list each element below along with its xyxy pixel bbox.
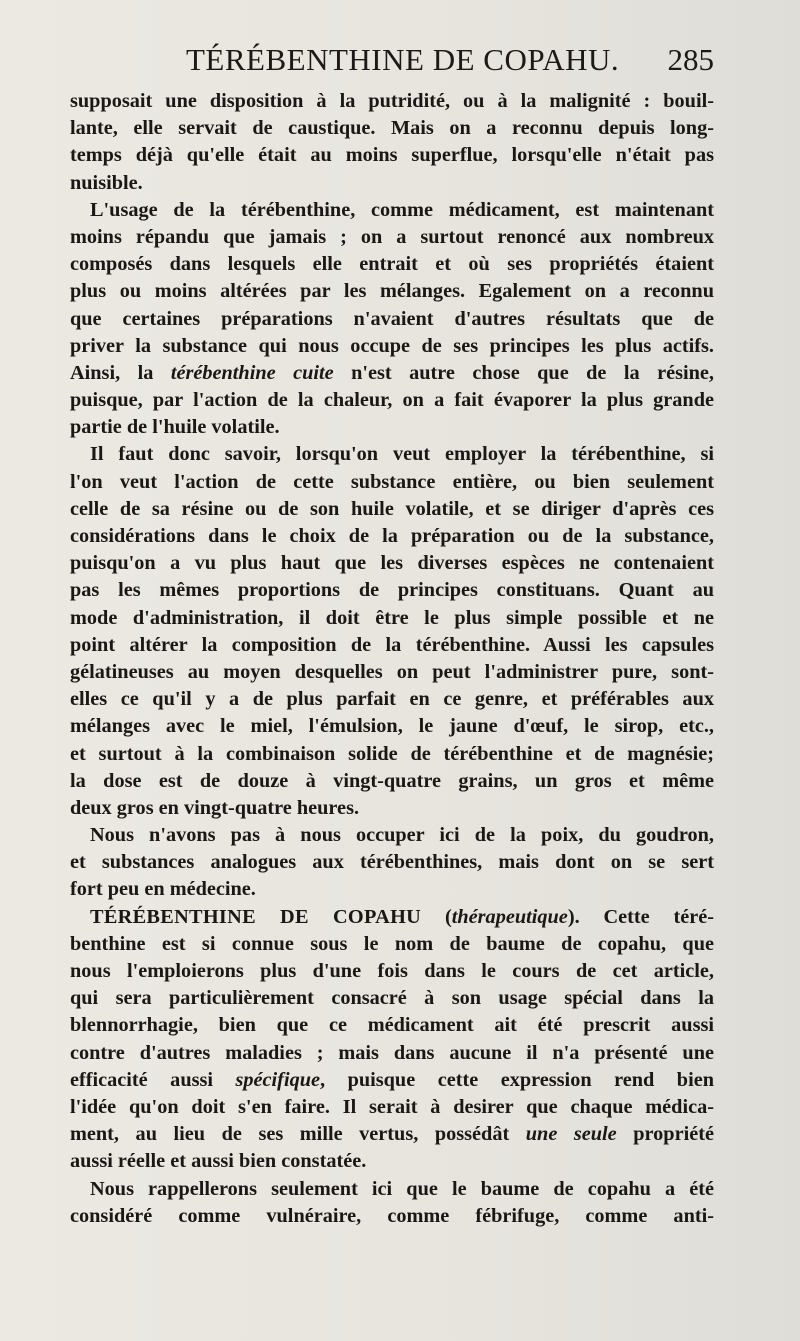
line-text: la dose est de douze à vingt-quatre grains, un gros et même [70,769,714,792]
text-line [70,659,714,686]
text-line [70,224,714,251]
text-line [70,170,714,197]
text-line [70,1176,714,1203]
line-text: priver la substance qui nous occupe de ses principes les plus actifs. [70,334,714,357]
text-line [70,387,714,414]
line-text: deux gros en vingt-quatre heures. [70,796,360,819]
text-line [70,414,714,441]
line-text: considérations dans le choix de la préparation ou de la substance, [70,525,714,547]
line-text: point altérer la composition de la térébenthine. Aussi les capsules [70,633,714,656]
text-line [70,1148,714,1175]
page-number: 285 [667,42,714,77]
text-line [70,931,714,958]
line-text: ). Cette téré- [567,905,714,928]
line-text: pas les mêmes proportions de principes constituans. Quant au [70,579,714,602]
text-line [70,577,714,604]
text-line [70,632,714,659]
line-text: plus ou moins altérées par les mélanges. Egalement on a reconnu [70,280,714,303]
italic-term: térébenthine cuite [170,361,334,384]
text-line [70,1067,714,1094]
line-text: supposait une disposition à la putridité, ou à la malignité : bouil- [70,90,714,112]
line-text: gélatineuses au moyen desquelles on peut l'administrer pure, sont- [70,660,714,683]
text-line [70,1121,714,1148]
line-text: que certaines préparations n'avaient d'autres résultats que de [70,307,714,330]
line-text: aussi réelle et aussi bien constatée. [70,1150,367,1173]
text-line [70,523,714,550]
text-line [70,251,714,278]
text-line [70,876,714,903]
line-text: Ainsi, la [70,361,171,384]
line-text: contre d'autres maladies ; mais dans aucune il n'a présenté une [70,1041,714,1064]
text-line [70,550,714,577]
line-text: Nous n'avons pas à nous occuper ici de la poix, du goudron, [90,824,714,847]
line-text: partie de l'huile volatile. [70,416,280,439]
text-line [70,741,714,768]
line-text: mélanges avec le miel, l'émulsion, le jaune d'œuf, le sirop, etc., [70,715,714,738]
text-line [70,360,714,387]
text-line [70,496,714,523]
line-text: composés dans lesquels elle entrait et où ses propriétés étaient [70,253,714,276]
text-line [70,849,714,876]
line-text: , puisque cette expression rend bien [320,1068,714,1091]
text-line [70,88,714,115]
line-text: puisque, par l'action de la chaleur, on a fait évaporer la plus grande [70,389,714,412]
text-line [70,333,714,360]
text-line [70,768,714,795]
line-text: et surtout à la combinaison solide de térébenthine et de magnésie; [70,742,714,765]
line-text: Nous rappellerons seulement ici que le baume de copahu a été [90,1177,714,1200]
italic-term: thérapeutique [451,905,568,928]
running-header [70,42,720,82]
line-text: lante, elle servait de caustique. Mais on a reconnu depuis long- [70,117,714,140]
line-text: ment, au lieu de ses mille vertus, possédât [70,1123,526,1146]
line-text: celle de sa résine ou de son huile volatile, et se diriger d'après ces [70,497,714,520]
line-text: blennorrhagie, bien que ce médicament ait été prescrit aussi [70,1014,714,1037]
text-line [70,115,714,142]
text-line [70,278,714,305]
body-text [70,88,714,1230]
line-text: elles ce qu'il y a de plus parfait en ce genre, et préférables aux [70,688,714,711]
text-line [70,142,714,169]
line-text: Il faut donc savoir, lorsqu'on veut employer la térébenthine, si [90,443,714,466]
text-line [70,1094,714,1121]
article-heading: TÉRÉBENTHINE DE COPAHU [90,905,422,928]
line-text: nuisible. [70,171,143,194]
text-line [70,306,714,333]
text-line [70,605,714,632]
italic-term: une seule [525,1123,617,1146]
line-text: nous l'emploierons plus d'une fois dans le cours de cet article, [70,960,714,982]
line-text: l'on veut l'action de cette substance entière, ou bien seulement [70,470,714,493]
line-text: efficacité aussi [70,1068,236,1091]
line-text: moins répandu que jamais ; on a surtout renoncé aux nombreux [70,225,714,248]
text-line [70,822,714,849]
text-line [70,441,714,468]
line-text: puisqu'on a vu plus haut que les diverses espèces ne contenaient [70,552,714,575]
text-line [70,713,714,740]
line-text: propriété [616,1123,714,1146]
text-line [70,985,714,1012]
running-title: TÉRÉBENTHINE DE COPAHU. [186,42,620,77]
text-line [70,795,714,822]
text-line [70,904,714,931]
line-text: qui sera particulièrement consacré à son usage spécial dans la [70,987,714,1010]
italic-term: spécifique [235,1068,320,1091]
line-text: benthine est si connue sous le nom de baume de copahu, que [70,932,714,955]
line-text: temps déjà qu'elle était au moins superflue, lorsqu'elle n'était pas [70,144,714,167]
text-line [70,469,714,496]
line-text: fort peu en médecine. [70,878,256,901]
text-line [70,197,714,224]
line-text: n'est autre chose que de la résine, [333,361,714,384]
line-text: ( [421,905,452,928]
text-line [70,1012,714,1039]
line-text: et substances analogues aux térébenthines, mais dont on se sert [70,851,714,874]
text-line [70,958,714,985]
text-line [70,1203,714,1230]
line-text: mode d'administration, il doit être le plus simple possible et ne [70,606,714,629]
text-line [70,686,714,713]
text-line [70,1040,714,1067]
line-text: L'usage de la térébenthine, comme médicament, est maintenant [90,198,714,221]
line-text: considéré comme vulnéraire, comme fébrifuge, comme anti- [70,1204,714,1227]
line-text: l'idée qu'on doit s'en faire. Il serait à desirer que chaque médica- [70,1095,714,1118]
